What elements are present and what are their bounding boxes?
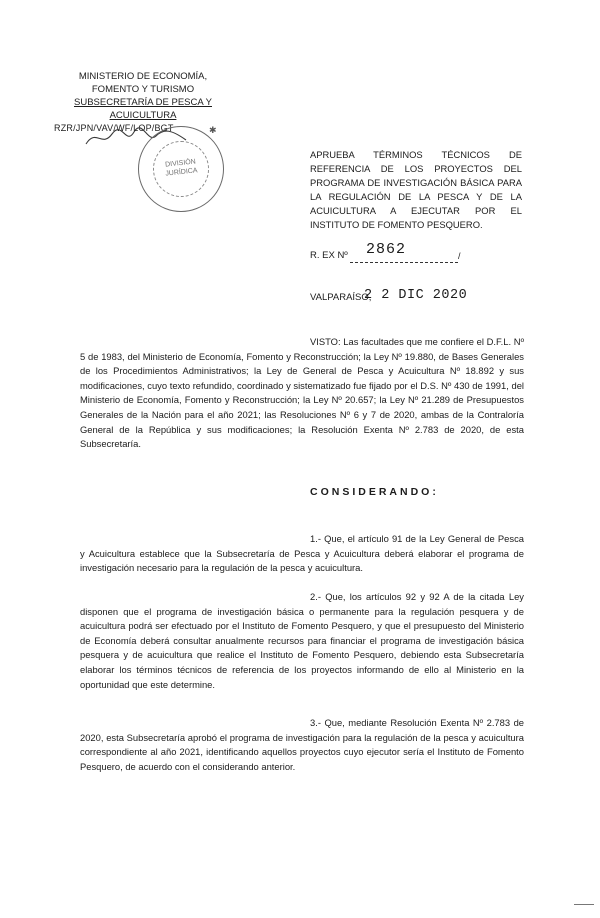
seal-text-line-2: JURÍDICA [165,167,198,178]
seal-text-line-1: DIVISIÓN [164,158,197,169]
resolution-number-value: 2862 [366,241,407,258]
considerando-3-text: Que, mediante Resolución Exenta Nº 2.783 de 2020, esta Subsecretaría aprobó el programa de investigación para la regulación de la pesca y acuicultura correspondiente al año 2021, identificando aquellos proyectos cuyo ejecutor sería el Instituto de Fomento Pesquero, de acuerdo con el considerando anterior. [80,717,524,772]
resolution-number-slash: / [458,251,461,261]
considerando-2-number: 2.- [310,591,321,602]
resolution-title: APRUEBA TÉRMINOS TÉCNICOS DE REFERENCIA DE LOS PROYECTOS DEL PROGRAMA DE INVESTIGACIÓN BÁSICA PARA LA REGULACIÓN DE LA PESCA Y DE LA ACUICULTURA A EJECUTAR POR EL INSTITUTO DE FOMENTO PESQUERO. [310,149,522,230]
visto-paragraph [80,335,524,452]
considerando-1 [80,532,524,576]
resolution-number-label: R. EX Nº [310,250,348,261]
ministry-line-1: MINISTERIO DE ECONOMÍA, [78,71,208,82]
reference-initials: RZR/JPN/VAV/WF/LOP/BGT [54,123,174,133]
considerando-heading: CONSIDERANDO: [310,486,439,498]
considerando-2 [80,590,524,692]
ministry-line-2: FOMENTO Y TURISMO [91,84,195,95]
considerando-2-text: Que, los artículos 92 y 92 A de la citada Ley disponen que el programa de investigación básica o permanente para la regulación pesquera y de acuicultura podrá ser efectuado por el Instituto de Fomento Pesquero, y que el presupuesto del Ministerio de Economía deberá consultar anualmente recursos para financiar el programa de investigación básica pesquera y de acuicultura que realice el Instituto de Fomento Pesquero, debiendo esta Subsecretaría elaborar los términos técnicos de referencia de los proyectos informando de ello al Ministerio en la oportunidad que este determine. [80,591,524,690]
visto-label: VISTO: [310,336,341,347]
considerando-1-number: 1.- [310,533,321,544]
official-seal-stamp [138,126,224,212]
visto-text: Las facultades que me confiere el D.F.L. Nº 5 de 1983, del Ministerio de Economía, Fomento y Reconstrucción; la Ley Nº 19.880, de Bases Generales de los Procedimientos Administrativos; la Ley de General de Pesca y Acuicultura Nº 18.892 y sus modificaciones, cuyo texto refundido, coordinado y sistematizado fue fijado por el D.S. Nº 430 de 1991, del Ministerio de Economía, Fomento y Reconstrucción; la Ley Nº 20.657; la Ley Nº 21.289 de Presupuestos Generales de la Nación para el año 2021; las Resoluciones Nº 6 y 7 de 2020, ambas de la Contraloría General de la República y sus modificaciones; la Resolución Exenta Nº 2.783 de 2020, de esta Subsecretaría. [80,336,524,450]
place-label: VALPARAÍSO, [310,292,372,303]
considerando-3 [80,716,524,774]
undersecretariat-line-2: ACUICULTURA [109,110,177,121]
date-stamp: 2 2 DIC 2020 [364,288,468,303]
considerando-1-text: Que, el artículo 91 de la Ley General de Pesca y Acuicultura establece que la Subsecretaría de Pesca y Acuicultura deberá elaborar el programa de investigación necesario para la regulación de la pesca y acuicultura. [80,533,524,574]
seal-star-icon: ✱ [209,125,217,135]
considerando-3-number: 3.- [310,717,321,728]
resolution-number-underline [350,262,458,263]
undersecretariat-line-1: SUBSECRETARÍA DE PESCA Y [74,97,212,108]
page-corner-mark [574,904,594,905]
